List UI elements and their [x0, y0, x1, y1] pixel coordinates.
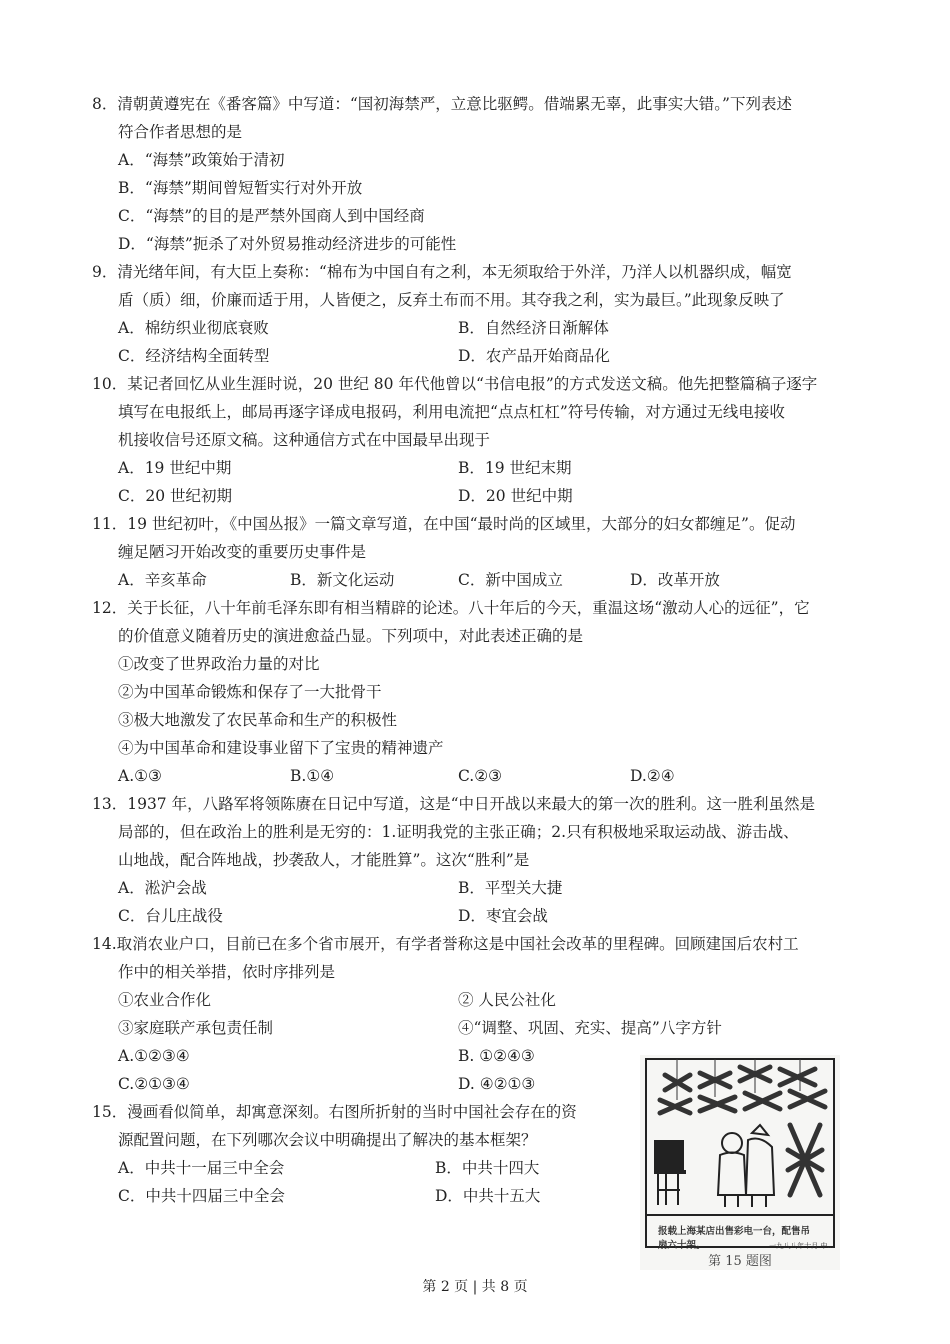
statement-item: ①农业合作化 — [118, 991, 212, 1009]
question-stem: 13．1937 年，八路军将领陈赓在日记中写道，这是“中日开战以来最大的第一次的胜利。这一胜利虽然是 — [92, 795, 816, 813]
option-c: C.②③ — [458, 767, 503, 785]
question-stem: 局部的，但在政治上的胜利是无穷的：1.证明我党的主张正确；2.只有积极地采取运动战、游击战、 — [118, 823, 799, 841]
option-c: C．20 世纪初期 — [118, 487, 233, 505]
option-b: B．“海禁”期间曾短暂实行对外开放 — [118, 179, 363, 197]
question-stem: 15．漫画看似简单，却寓意深刻。右图所折射的当时中国社会存在的资 — [92, 1103, 577, 1121]
option-a: A．“海禁”政策始于清初 — [118, 151, 285, 169]
statement-item: ③家庭联产承包责任制 — [118, 1019, 274, 1037]
couple-figures — [718, 1125, 774, 1207]
question-stem: 作中的相关举措，依时序排列是 — [118, 963, 336, 981]
option-d: D．中共十五大 — [435, 1187, 541, 1205]
option-c: C．中共十四届三中全会 — [118, 1187, 285, 1205]
option-d: D．枣宜会战 — [458, 907, 548, 925]
option-b: B．自然经济日渐解体 — [458, 319, 609, 337]
option-c: C.②①③④ — [118, 1075, 190, 1093]
option-b: B．19 世纪末期 — [458, 459, 572, 477]
option-a: A．辛亥革命 — [118, 571, 207, 589]
question-stem: 9．清光绪年间，有大臣上奏称：“棉布为中国自有之利，本无须取给于外洋，乃洋人以机器织成，幅宽 — [92, 263, 792, 281]
option-a: A.①③ — [118, 767, 162, 785]
question-stem: 符合作者思想的是 — [118, 123, 243, 141]
statement-item: ② 人民公社化 — [458, 991, 556, 1009]
question-10 — [92, 370, 862, 510]
option-b: B. ①②④③ — [458, 1047, 535, 1065]
option-a: A．淞沪会战 — [118, 879, 207, 897]
question-stem: 填写在电报纸上，邮局再逐字译成电报码，利用电流把“点点杠杠”符号传输，对方通过无线电接收 — [118, 403, 785, 421]
question-8 — [92, 90, 862, 258]
option-d: D. ④②①③ — [458, 1075, 536, 1093]
option-b: B．中共十四大 — [435, 1159, 540, 1177]
question-stem: 缠足陋习开始改变的重要历史事件是 — [118, 543, 367, 561]
statement-item: ①改变了世界政治力量的对比 — [118, 655, 320, 673]
page-footer: 第 2 页 | 共 8 页 — [422, 1279, 528, 1295]
statement-item: ④为中国革命和建设事业留下了宝贵的精神遗产 — [118, 739, 444, 757]
statement-item: ③极大地激发了农民革命和生产的积极性 — [118, 711, 398, 729]
figure-caption: 第 15 题图 — [708, 1254, 772, 1269]
question-stem: 的价值意义随着历史的演进愈益凸显。下列项中，对此表述正确的是 — [118, 627, 584, 645]
question-stem: 源配置问题，在下列哪次会议中明确提出了解决的基本框架？ — [118, 1131, 537, 1149]
cartoon-drawing — [640, 1055, 840, 1250]
question-stem: 11．19 世纪初叶，《中国丛报》一篇文章写道，在中国“最时尚的区域里，大部分的妇女都缠足”。促动 — [92, 515, 796, 533]
option-c: C．“海禁”的目的是严禁外国商人到中国经商 — [118, 207, 425, 225]
option-a: A．棉纺织业彻底衰败 — [118, 319, 269, 337]
handwritten-line: 报载上海某店出售彩电一台，配售吊 — [658, 1226, 811, 1237]
question-stem: 14.取消农业户口，目前已在多个省市展开，有学者誉称这是中国社会改革的里程碑。回顾建国后农村工 — [92, 935, 799, 953]
statement-item: ②为中国革命锻炼和保存了一大批骨干 — [118, 683, 382, 701]
question-9 — [92, 258, 862, 370]
option-a: A．19 世纪中期 — [118, 459, 232, 477]
handwritten-signature: 一九八八年十月 中... — [769, 1242, 834, 1250]
question-stem: 山地战，配合阵地战，抄袭敌人，才能胜算”。这次“胜利”是 — [118, 851, 530, 869]
exam-page — [92, 90, 862, 1210]
question-15-cartoon — [640, 1055, 840, 1270]
statement-item: ④“调整、巩固、充实、提高”八字方针 — [458, 1019, 722, 1037]
option-b: B．新文化运动 — [290, 571, 395, 589]
tv-set — [654, 1140, 686, 1205]
option-c: C．新中国成立 — [458, 571, 563, 589]
question-stem: 8．清朝黄遵宪在《番客篇》中写道：“国初海禁严，立意比驱鳄。借端累无辜，此事实大错。”下列表述 — [92, 95, 792, 113]
question-11 — [92, 510, 862, 594]
option-d: D．“海禁”扼杀了对外贸易推动经济进步的可能性 — [118, 235, 457, 253]
question-stem: 机接收信号还原文稿。这种通信方式在中国最早出现于 — [118, 431, 491, 449]
option-b: B．平型关大捷 — [458, 879, 563, 897]
question-stem: 12．关于长征，八十年前毛泽东即有相当精辟的论述。八十年后的今天，重温这场“激动人心的远征”，它 — [92, 599, 810, 617]
option-d: D．20 世纪中期 — [458, 487, 573, 505]
question-12 — [92, 594, 862, 790]
option-d: D.②④ — [630, 767, 675, 785]
question-13 — [92, 790, 862, 930]
option-c: C．台儿庄战役 — [118, 907, 223, 925]
option-d: D．农产品开始商品化 — [458, 347, 610, 365]
option-c: C．经济结构全面转型 — [118, 347, 270, 365]
question-stem: 盾（质）细，价廉而适于用，人皆便之，反弃土布而不用。其夺我之利，实为最巨。”此现象反映了 — [118, 291, 785, 309]
cartoon-handwritten-caption — [658, 1225, 834, 1253]
option-a: A.①②③④ — [118, 1047, 190, 1065]
option-d: D．改革开放 — [630, 571, 720, 589]
option-b: B.①④ — [290, 767, 335, 785]
option-a: A．中共十一届三中全会 — [118, 1159, 285, 1177]
question-stem: 10．某记者回忆从业生涯时说，20 世纪 80 年代他曾以“书信电报”的方式发送文稿。他先把整篇稿子逐字 — [92, 375, 818, 393]
handwritten-line: 扇六十架。 — [658, 1240, 706, 1251]
